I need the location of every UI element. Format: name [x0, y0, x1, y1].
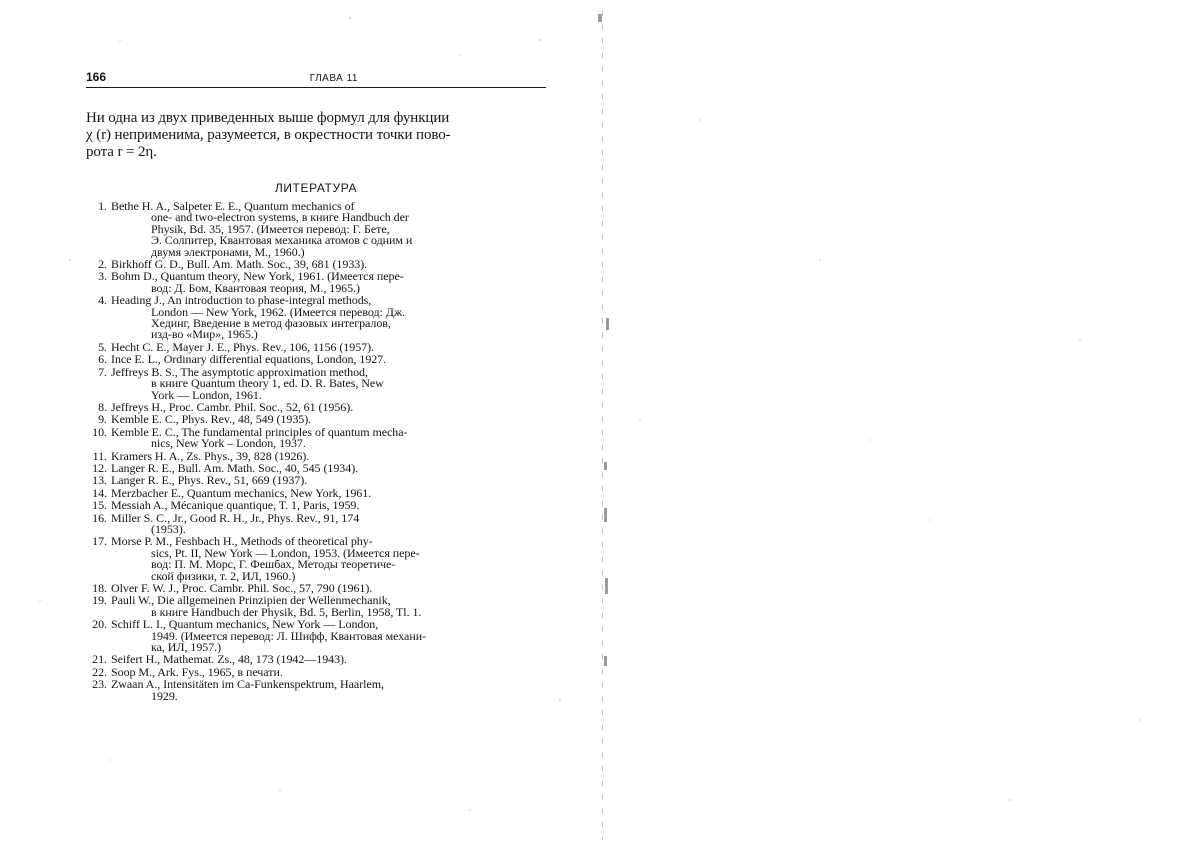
reference-line: Heading J., An introduction to phase-integral methods, [111, 293, 372, 308]
reference-line: Schiff L. I., Quantum mechanics, New York — London, [111, 617, 379, 632]
reference-number: 3. [98, 269, 107, 284]
reference-number: 5. [98, 339, 107, 354]
reference-text [111, 414, 546, 425]
reference-number: 1. [98, 199, 107, 213]
reference-number: 6. [98, 352, 107, 367]
reference-line: Merzbacher E., Quantum mechanics, New York, 1961. [111, 485, 372, 500]
reference-item [86, 536, 546, 582]
reference-item [86, 295, 546, 341]
page-header [86, 70, 546, 88]
reference-text [111, 679, 546, 702]
reference-item [86, 510, 546, 536]
reference-item [86, 595, 546, 618]
reference-item [86, 424, 546, 451]
reference-number: 12. [92, 460, 107, 475]
reference-line: ской физики, т. 2, ИЛ, 1960.) [151, 568, 296, 583]
reference-number: 19. [92, 593, 107, 608]
intro-line: Ни одна из двух приведенных выше формул для функции [86, 110, 450, 126]
reference-line: в книге Quantum theory 1, ed. D. R. Bates, New [151, 376, 384, 391]
reference-text [111, 271, 546, 294]
intro-line: χ (r) неприменима, разумеется, в окрестности точки пово- [86, 127, 451, 143]
reference-line: Morse P. M., Feshbach H., Methods of theoretical phy- [111, 534, 373, 549]
reference-number: 7. [98, 364, 107, 379]
reference-number: 9. [98, 412, 107, 427]
reference-line: двумя электронами, М., 1960.) [151, 244, 305, 259]
reference-line: Olver F. W. J., Proc. Cambr. Phil. Soc., 57, 790 (1961). [111, 581, 373, 595]
reference-line: Э. Солпитер, Квантовая механика атомов с одним и [151, 233, 413, 248]
reference-text [111, 510, 546, 536]
reference-line: Birkhoff G. D., Bull. Am. Math. Soc., 39, 681 (1933). [111, 257, 368, 272]
reference-number: 15. [92, 498, 107, 513]
reference-line: Zwaan A., Intensitäten im Ca-Funkenspektrum, Haarlem, [111, 677, 384, 692]
reference-line: ка, ИЛ, 1957.) [151, 640, 222, 655]
reference-line: в книге Handbuch der Physik, Bd. 5, Berlin, 1958, Tl. 1. [151, 604, 422, 619]
reference-line: Physik, Bd. 35, 1957. (Имеется перевод: Г. Бете, [151, 221, 390, 236]
running-head: ГЛАВА 11 [309, 73, 358, 84]
reference-line: Pauli W., Die allgemeinen Prinzipien der Wellenmechanik, [111, 593, 391, 608]
reference-number: 23. [92, 677, 107, 692]
reference-line: Jeffreys B. S., The asymptotic approximation method, [111, 364, 368, 379]
reference-line: one- and two-electron systems, в книге Handbuch der [151, 210, 409, 225]
reference-item [86, 619, 546, 653]
reference-line: (1953). [151, 521, 186, 536]
reference-line: Bohm D., Quantum theory, New York, 1961. (Имеется пере- [111, 269, 404, 284]
reference-text [111, 619, 546, 653]
reference-line: York — London, 1961. [151, 387, 262, 402]
reference-line: Bethe H. A., Salpeter E. E., Quantum mechanics of [111, 199, 355, 213]
reference-line: вод: Д. Бом, Квантовая теория, М., 1965.) [151, 280, 360, 295]
reference-line: London — New York, 1962. (Имеется перевод: Дж. [151, 304, 406, 319]
reference-line: Langer R. E., Bull. Am. Math. Soc., 40, 545 (1934). [111, 460, 359, 475]
reference-text [111, 500, 546, 511]
page-gutter [602, 10, 603, 840]
reference-list [86, 201, 546, 702]
reference-item [86, 364, 546, 402]
reference-number: 11. [92, 448, 107, 463]
reference-number: 14. [92, 485, 107, 500]
reference-line: Kemble E. C., The fundamental principles of quantum mecha- [111, 424, 408, 439]
reference-number: 18. [92, 581, 107, 595]
reference-line: Хединг, Введение в метод фазовых интегралов, [151, 316, 391, 331]
reference-line: Jeffreys H., Proc. Cambr. Phil. Soc., 52, 61 (1956). [111, 399, 354, 414]
reference-item [86, 414, 546, 425]
reference-number: 13. [92, 473, 107, 488]
reference-line: sics, Pt. II, New York — London, 1953. (Имеется пере- [151, 545, 420, 560]
reference-line: Hecht C. E., Mayer J. E., Phys. Rev., 106, 1156 (1957). [111, 339, 374, 354]
reference-item [86, 679, 546, 702]
reference-number: 2. [98, 257, 107, 272]
reference-line: Miller S. C., Jr., Good R. H., Jr., Phys. Rev., 91, 174 [111, 510, 360, 525]
reference-number: 17. [92, 534, 107, 549]
reference-number: 22. [92, 664, 107, 679]
reference-text [111, 201, 546, 258]
reference-text [111, 295, 546, 341]
reference-line: Langer R. E., Phys. Rev., 51, 669 (1937). [111, 473, 308, 488]
reference-line: 1929. [151, 688, 178, 703]
reference-number: 10. [92, 424, 107, 439]
reference-line: Soop M., Ark. Fys., 1965, в печати. [111, 664, 283, 679]
intro-paragraph [86, 110, 546, 161]
reference-number: 21. [92, 652, 107, 667]
intro-line: рота r = 2η. [86, 144, 157, 160]
section-title: ЛИТЕРАТУРА [274, 181, 358, 195]
reference-item [86, 271, 546, 294]
reference-number: 8. [98, 399, 107, 414]
reference-line: вод: П. М. Морс, Г. Фешбах, Методы теоретиче- [151, 557, 396, 572]
reference-line: Kramers H. A., Zs. Phys., 39, 828 (1926). [111, 448, 310, 463]
reference-text [111, 364, 546, 402]
reference-line: 1949. (Имеется перевод: Л. Шифф, Квантовая механи- [151, 628, 427, 643]
reference-text [111, 354, 546, 365]
reference-line: изд-во «Мир», 1965.) [151, 327, 258, 342]
reference-text [111, 424, 546, 451]
reference-item [86, 500, 546, 511]
reference-number: 20. [92, 617, 107, 632]
reference-number: 16. [92, 510, 107, 525]
reference-line: Seifert H., Mathemat. Zs., 48, 173 (1942—1943). [111, 652, 347, 667]
reference-line: nics, New York – London, 1937. [151, 436, 306, 451]
reference-line: Messiah A., Mécanique quantique, T. 1, Paris, 1959. [111, 498, 360, 513]
reference-text [111, 536, 546, 582]
reference-line: Ince E. L., Ordinary differential equations, London, 1927. [111, 352, 387, 367]
reference-text [111, 595, 546, 618]
reference-item [86, 201, 546, 258]
reference-number: 4. [98, 293, 107, 308]
page-number: 166 [86, 70, 107, 84]
reference-line: Kemble E. C., Phys. Rev., 48, 549 (1935). [111, 412, 312, 427]
reference-item [86, 354, 546, 365]
book-page [86, 70, 546, 703]
